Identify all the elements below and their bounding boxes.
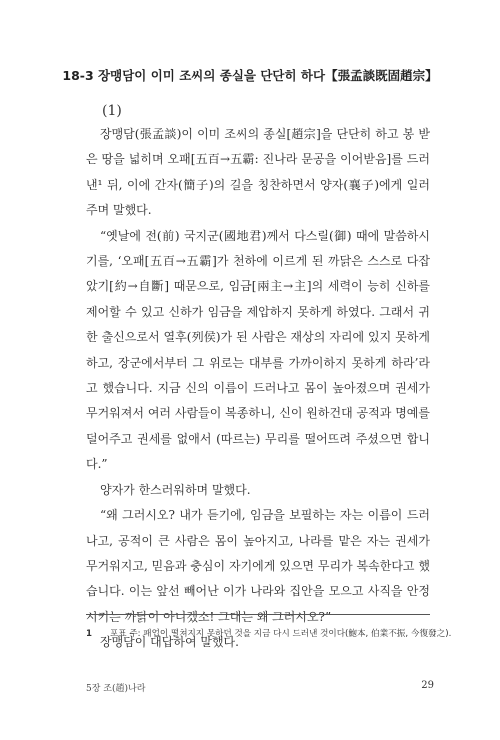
paragraph: 양자가 한스러워하며 말했다.	[100, 482, 251, 497]
paragraph: 장맹담이 대답하여 말했다.	[100, 635, 239, 650]
page-number: 29	[421, 680, 434, 691]
body-text	[86, 122, 430, 656]
footnote-divider	[86, 614, 430, 615]
section-number: (1)	[102, 103, 122, 119]
footnote	[86, 627, 452, 639]
paragraph: “왜 그러시오? 내가 듣기에, 임금을 보필하는 자는 이름이 드러나고, 공적이 큰 사람은 몸이 높아지고, 나라를 맡은 자는 권세가 무거워지고, 믿음과 충심이 자기에게 있으면 무리가 복속한다고 했습니다. 이는 앞선 빼어난 이가 나라와 집안을 모으고 사직을 안정시키는 까닭이 아니겠소! 그대는 왜 그러시오?”	[86, 508, 430, 624]
footnote-number: 1	[86, 629, 92, 639]
chapter-title: 18-3 장맹담이 이미 조씨의 종실을 단단히 하다【張孟談既固趙宗】	[62, 68, 438, 83]
running-footer: 5장 조(趙)나라	[86, 684, 146, 694]
paragraph: 장맹담(張孟談)이 이미 조씨의 종실[趙宗]을 단단히 하고 봉 받은 땅을 넓히며 오패[五百→五霸: 진나라 문공을 이어받음]를 드러낸¹ 뒤, 이에 간자(簡子)의 길을 칭찬하면서 양자(襄子)에게 일러주며 말했다.	[86, 127, 430, 218]
footnote-text: 포표 주: 패업이 떨쳐지지 못하던 것을 지금 다시 드러낸 것이다(鮑本, 伯業不振, 今復發之).	[110, 629, 452, 639]
paragraph: “옛날에 전(前) 국지군(國地君)께서 다스릴(御) 때에 말씀하시기를, ‘오패[五百→五霸]가 천하에 이르게 된 까닭은 스스로 다잡았기[約→自斷] 때문으로, 임금[兩主→主]의 세력이 능히 신하를 제어할 수 있고 신하가 임금을 제압하지 못하게 하였다. 그래서 귀한 출신으로서 열후(列侯)가 된 사람은 재상의 자리에 있지 못하게 하고, 장군에서부터 그 위로는 대부를 가까이하지 못하게 하라’라고 했습니다. 지금 신의 이름이 드러나고 몸이 높아졌으며 권세가 무거워져서 여러 사람들이 복종하니, 신이 원하건대 공적과 명예를 덜어주고 권세를 없애서 (따르는) 무리를 떨어뜨려 주셨으면 합니다.”	[86, 228, 430, 472]
